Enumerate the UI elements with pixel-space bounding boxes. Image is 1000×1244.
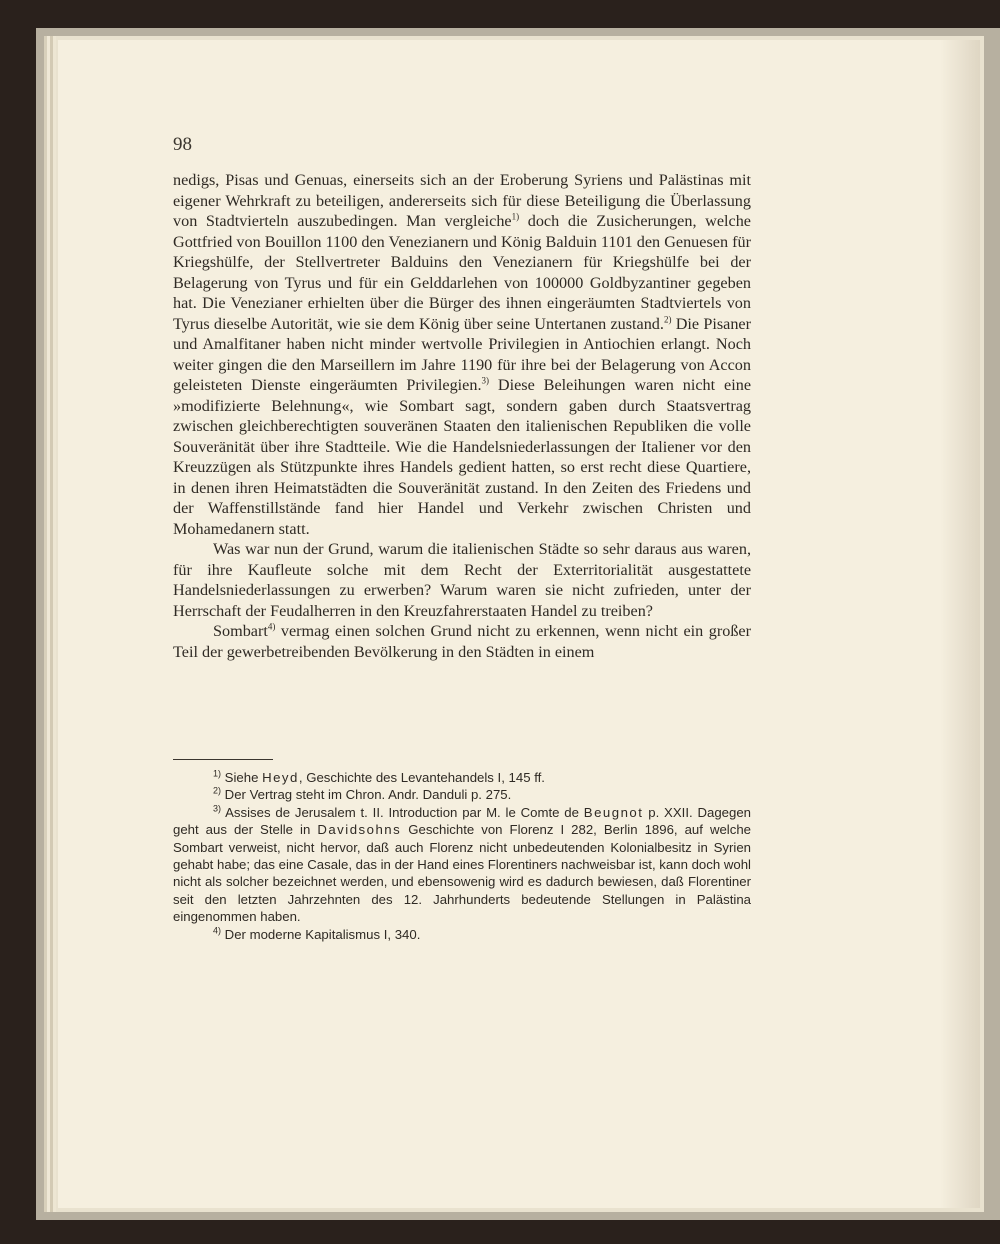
text-run: Diese Beleihungen waren nicht eine »modifizierte Belehnung«, wie Sombart sagt, sondern gaben durch Staatsvertrag zwischen gleichberechtigten souveränen Staaten den italienischen Republiken die volle Souveränität über ihre Stadtteile. Wie die Handelsniederlassungen der Italiener vor den Kreuzzügen als Stützpunkte ihres Handels gedient hatten, so erst recht diese Quartiere, in denen ihren Heimatstädten die Souveränität zustand. In den Zeiten des Friedens und der Waffenstillstände fand hier Handel und Verkehr zwischen Christen und Mohamedanern statt. <box>173 376 752 538</box>
footnote-marker: 3) <box>481 375 490 386</box>
footnote <box>173 769 751 786</box>
footnote <box>173 926 751 943</box>
text-run: Sombart <box>213 622 268 640</box>
page-number: 98 <box>173 134 192 155</box>
footnote-marker: 2) <box>213 786 222 797</box>
text-run: nedigs, Pisas und Genuas, einerseits sich an der Eroberung Syriens und Palästinas mit eigener Wehrkraft zu beteiligen, andererseits sich für diese Beteiligung die Überlassung von Stadtvierteln auszubedingen. Man vergleiche <box>173 171 751 230</box>
text-run: Die Pisaner und Amalfitaner haben nicht minder wertvolle Privilegien in Antiochien erlangt. Noch weiter gingen die den Marseillern im Jahre 1190 für ihre bei der Belagerung von Accon geleisteten Dienste eingeräumten Privilegien. <box>173 314 751 394</box>
footnote-marker: 1) <box>511 211 520 222</box>
footnote <box>173 786 751 803</box>
text-run: Der moderne Kapitalismus I, 340. <box>221 926 421 942</box>
paragraph <box>173 539 751 621</box>
text-run: p. XXII. Dagegen geht aus der Stelle in <box>173 804 751 838</box>
page-gutter-shadow <box>940 40 980 1208</box>
footnote-separator <box>173 759 273 760</box>
spaced-name: Beugnot <box>583 804 644 820</box>
text-run: Siehe <box>221 770 263 785</box>
text-run: Assises de Jerusalem t. II. Introduction par M. le Comte de <box>221 804 584 820</box>
paragraph <box>173 621 751 662</box>
text-run: Der Vertrag steht im Chron. Andr. Danduli p. 275. <box>221 787 512 803</box>
text-run: vermag einen solchen Grund nicht zu erkennen, wenn nicht ein großer Teil der gewerbetreibenden Bevölkerung in den Städten in einem <box>173 622 751 661</box>
text-run: doch die Zusicherungen, welche Gottfried von Bouillon 1100 den Venezianern und König Balduin 1101 den Genuesen für Kriegshülfe, der Stellvertreter Balduins den Venezianern für Kriegshülfe bei der Belagerung von Tyrus und für ein Gelddarlehen von 100000 Goldbyzantiner gegeben hat. Die Venezianer erhielten über die Bürger des ihnen eingeräumten Stadtviertels von Tyrus dieselbe Autorität, wie sie dem König über seine Untertanen zustand. <box>173 212 751 333</box>
footnote-marker: 3) <box>213 803 222 814</box>
footnote-marker: 2) <box>663 314 672 325</box>
text-run: , Geschichte des Levantehandels I, 145 ff. <box>298 770 545 785</box>
body-text <box>173 170 751 662</box>
footnotes <box>173 769 751 943</box>
spaced-name: Heyd <box>262 770 299 785</box>
footnote-marker: 4) <box>213 925 222 936</box>
footnote-marker: 1) <box>213 768 222 779</box>
text-run: Was war nun der Grund, warum die italienischen Städte so sehr daraus aus waren, für ihre Kaufleute solche mit dem Recht der Exterritorialität ausgestattete Handelsniederlassungen zu erwerben? Warum waren sie nicht zufrieden, unter der Herrschaft der Feudalherren in den Kreuzfahrerstaaten Handel zu treiben? <box>173 540 751 620</box>
footnote <box>173 804 751 926</box>
paragraph <box>173 170 751 539</box>
text-run: Geschichte von Florenz I 282, Berlin 1896, auf welche Sombart verweist, nicht hervor, daß auch Florenz nicht unbedeutenden Kolonialbesitz in Syrien gehabt habe; das eine Casale, das in der Hand eines Florentiners nachweisbar ist, kann doch wohl nicht als solcher bezeichnet werden, und ebensowenig wird es dadurch bewiesen, daß Florentiner seit den letzten Jahrzehnten des 12. Jahrhunderts bedeutende Stellungen in Palästina eingenommen haben. <box>173 822 751 925</box>
footnote-marker: 4) <box>267 621 276 632</box>
spaced-name: Davidsohns <box>317 822 402 838</box>
